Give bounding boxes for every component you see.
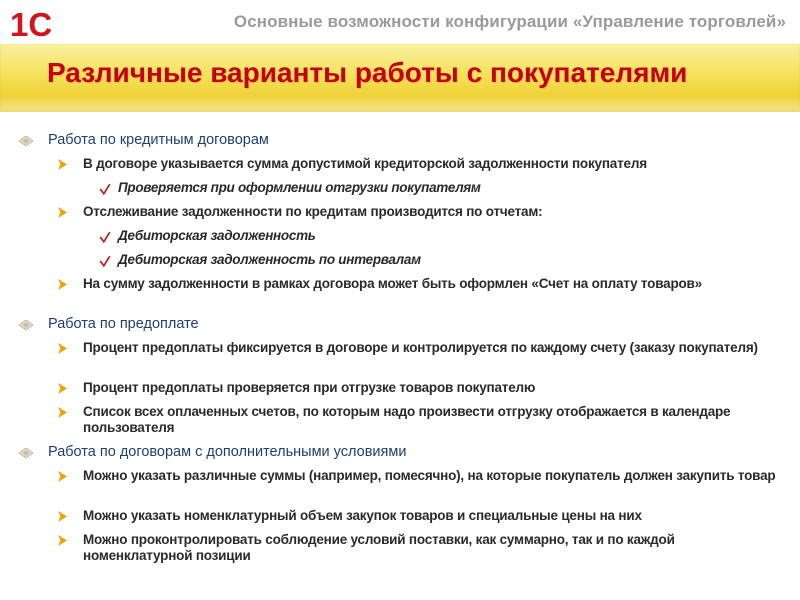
- list-item: Процент предоплаты фиксируется в договоре и контролируется по каждому счету (заказу покупателя): [83, 340, 758, 355]
- list-item: На сумму задолженности в рамках договора может быть оформлен «Счет на оплату товаров»: [83, 276, 702, 291]
- sub-item: Дебиторская задолженность: [118, 228, 316, 243]
- section-heading: Работа по кредитным договорам: [48, 132, 269, 148]
- arrow-bullet-icon: [58, 343, 67, 354]
- checkmark-icon: [99, 231, 111, 243]
- section-heading: Работа по предоплате: [48, 316, 199, 332]
- arrow-bullet-icon: [58, 207, 67, 218]
- list-item: Список всех оплаченных счетов, по которым надо произвести отгрузку отображается в календаре пользователя: [83, 404, 731, 435]
- list-item: Процент предоплаты проверяется при отгрузке товаров покупателю: [83, 380, 536, 395]
- arrow-bullet-icon: [58, 471, 67, 482]
- sub-item: Проверяется при оформлении отгрузки покупателям: [118, 180, 481, 195]
- list-item: Отслеживание задолженности по кредитам производится по отчетам:: [83, 204, 543, 219]
- diamond-bullet-icon: [19, 448, 33, 458]
- logo-text: 1С: [10, 6, 53, 42]
- slide-title: Различные варианты работы с покупателями: [47, 57, 688, 88]
- checkmark-icon: [99, 183, 111, 195]
- arrow-bullet-icon: [58, 279, 67, 290]
- arrow-bullet-icon: [58, 511, 67, 522]
- section-heading: Работа по договорам с дополнительными условиями: [48, 444, 407, 460]
- arrow-bullet-icon: [58, 407, 67, 418]
- checkmark-icon: [99, 255, 111, 267]
- title-banner: [0, 44, 800, 112]
- list-item: Можно указать номенклатурный объем закупок товаров и специальные цены на них: [83, 508, 642, 523]
- 1c-logo: [8, 6, 78, 42]
- arrow-bullet-icon: [58, 535, 67, 546]
- diamond-bullet-icon: [19, 320, 33, 330]
- diamond-bullet-icon: [19, 136, 33, 146]
- list-item: Можно указать различные суммы (например, помесячно), на которые покупатель должен закупить товар: [83, 468, 776, 483]
- arrow-bullet-icon: [58, 159, 67, 170]
- header-title: Основные возможности конфигурации «Управление торговлей»: [233, 12, 786, 31]
- sub-item: Дебиторская задолженность по интервалам: [118, 252, 421, 267]
- list-item: Можно проконтролировать соблюдение условий поставки, как суммарно, так и по каждой номенклатурной позиции: [83, 532, 675, 563]
- list-item: В договоре указывается сумма допустимой кредиторской задолженности покупателя: [83, 156, 647, 171]
- arrow-bullet-icon: [58, 383, 67, 394]
